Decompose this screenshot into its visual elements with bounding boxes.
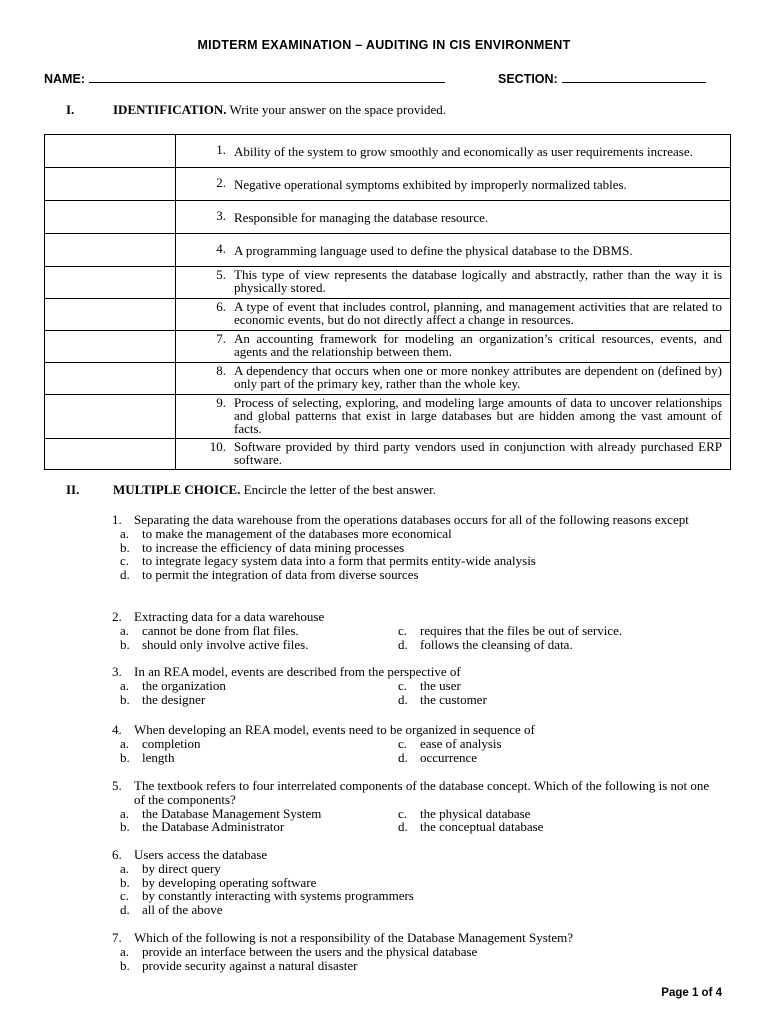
table-row	[45, 395, 731, 439]
option-letter: b.	[120, 874, 130, 890]
question-text: Which of the following is not a responsibility of the Database Management System?	[134, 930, 574, 945]
question-cell	[176, 267, 731, 299]
answer-option[interactable]	[390, 751, 477, 765]
answer-option[interactable]	[112, 945, 722, 959]
answer-cell[interactable]	[45, 234, 176, 267]
option-text: provide security against a natural disaster	[142, 957, 358, 973]
answer-option[interactable]	[112, 624, 390, 638]
option-text: the organization	[142, 677, 226, 693]
part2-heading	[66, 482, 436, 498]
item-number: 2.	[216, 175, 226, 190]
option-text: requires that the files be out of service.	[420, 622, 623, 638]
question-cell	[176, 135, 731, 168]
table-row	[45, 331, 731, 363]
option-text: cannot be done from flat files.	[142, 622, 299, 638]
part2-number: II.	[66, 482, 80, 497]
identification-table	[44, 134, 731, 470]
option-text: provide an interface between the users and the physical database	[142, 943, 478, 959]
option-letter: c.	[120, 888, 130, 904]
option-text: all of the above	[142, 902, 223, 918]
option-letter: d.	[120, 567, 130, 583]
option-text: completion	[142, 735, 201, 751]
answer-cell[interactable]	[45, 299, 176, 331]
option-letter: d.	[398, 636, 408, 652]
mc-question	[112, 513, 722, 582]
option-text: by developing operating software	[142, 874, 317, 890]
answer-option[interactable]	[112, 889, 722, 903]
question-number: 5.	[112, 778, 122, 793]
item-text: Responsible for managing the database resource.	[234, 209, 489, 225]
option-text: follows the cleansing of data.	[420, 636, 573, 652]
option-letter: a.	[120, 735, 130, 751]
question-number: 3.	[112, 664, 122, 679]
option-letter: d.	[398, 691, 408, 707]
option-text: the user	[420, 677, 461, 693]
name-row	[44, 70, 445, 86]
mc-question	[112, 723, 722, 764]
option-text: the conceptual database	[420, 819, 544, 835]
table-row	[45, 168, 731, 201]
question-text: Separating the data warehouse from the operations databases occurs for all of the following reasons except	[134, 512, 689, 527]
item-text: A dependency that occurs when one or more nonkey attributes are dependent on (defined by) only part of the primary key, rather than the whole key.	[234, 363, 722, 391]
option-text: by constantly interacting with systems programmers	[142, 888, 414, 904]
question-number: 1.	[112, 512, 122, 527]
mc-question	[112, 665, 722, 706]
item-text: Software provided by third party vendors used in conjunction with already purchased ERP software.	[234, 439, 722, 467]
question-number: 2.	[112, 609, 122, 624]
answer-option[interactable]	[112, 679, 390, 693]
item-number: 1.	[216, 142, 226, 157]
answer-cell[interactable]	[45, 331, 176, 363]
question-text: In an REA model, events are described from the perspective of	[134, 664, 461, 679]
option-letter: a.	[120, 943, 130, 959]
item-text: An accounting framework for modeling an organization’s critical resources, events, and agents and the relationship between them.	[234, 331, 722, 359]
option-text: by direct query	[142, 860, 221, 876]
item-text: A programming language used to define the physical database to the DBMS.	[234, 242, 633, 258]
answer-cell[interactable]	[45, 267, 176, 299]
question-cell	[176, 234, 731, 267]
option-letter: a.	[120, 805, 130, 821]
answer-cell[interactable]	[45, 395, 176, 439]
option-letter: b.	[120, 749, 130, 765]
option-text: length	[142, 749, 175, 765]
answer-option[interactable]	[112, 903, 722, 917]
table-row	[45, 135, 731, 168]
item-text: Negative operational symptoms exhibited by improperly normalized tables.	[234, 176, 627, 192]
option-letter: b.	[120, 539, 130, 555]
option-text: should only involve active files.	[142, 636, 309, 652]
option-letter: b.	[120, 957, 130, 973]
item-number: 5.	[216, 267, 226, 282]
option-text: occurrence	[420, 749, 478, 765]
option-letter: c.	[398, 805, 408, 821]
option-letter: d.	[398, 749, 408, 765]
section-row	[498, 70, 706, 86]
name-label: NAME:	[44, 72, 85, 86]
answer-option[interactable]	[112, 693, 390, 707]
option-text: to make the management of the databases more economical	[142, 525, 452, 541]
table-row	[45, 439, 731, 470]
option-letter: a.	[120, 525, 130, 541]
option-text: the designer	[142, 691, 206, 707]
answer-option[interactable]	[112, 959, 722, 973]
option-text: to permit the integration of data from diverse sources	[142, 567, 419, 583]
answer-cell[interactable]	[45, 439, 176, 470]
question-cell	[176, 363, 731, 395]
item-text: This type of view represents the database logically and abstractly, rather than the way it is physically stored.	[234, 267, 722, 295]
table-row	[45, 201, 731, 234]
answer-option[interactable]	[112, 876, 722, 890]
part1-label: IDENTIFICATION.	[113, 102, 227, 117]
section-blank-line[interactable]	[562, 70, 706, 83]
option-letter: a.	[120, 622, 130, 638]
answer-option[interactable]	[112, 541, 722, 555]
item-text: Process of selecting, exploring, and modeling large amounts of data to uncover relationships and global patterns that exist in large databases but are hidden among the vast amount of facts.	[234, 395, 722, 436]
option-letter: c.	[120, 553, 130, 569]
table-row	[45, 299, 731, 331]
option-letter: b.	[120, 819, 130, 835]
question-cell	[176, 395, 731, 439]
option-letter: d.	[398, 819, 408, 835]
table-row	[45, 234, 731, 267]
mc-question	[112, 931, 722, 972]
option-letter: d.	[120, 902, 130, 918]
option-text: the Database Administrator	[142, 819, 285, 835]
answer-option[interactable]	[112, 820, 390, 834]
item-text: Ability of the system to grow smoothly and economically as user requirements increase.	[234, 143, 693, 159]
option-letter: c.	[398, 677, 408, 693]
page-number: Page 1 of 4	[661, 987, 722, 999]
option-text: the physical database	[420, 805, 531, 821]
answer-cell[interactable]	[45, 201, 176, 234]
answer-option[interactable]	[112, 638, 390, 652]
answer-option[interactable]	[112, 527, 722, 541]
answer-option[interactable]	[112, 568, 722, 582]
option-letter: b.	[120, 691, 130, 707]
option-letter: c.	[398, 735, 408, 751]
part1-instruction: Write your answer on the space provided.	[229, 102, 446, 117]
option-letter: c.	[398, 622, 408, 638]
name-blank-line[interactable]	[89, 70, 445, 83]
question-number: 6.	[112, 847, 122, 862]
part2-instruction: Encircle the letter of the best answer.	[243, 482, 437, 497]
question-text: When developing an REA model, events need to be organized in sequence of	[134, 722, 535, 737]
question-cell	[176, 168, 731, 201]
section-label: SECTION:	[498, 72, 558, 86]
item-number: 6.	[216, 299, 226, 314]
answer-cell[interactable]	[45, 135, 176, 168]
exam-title: MIDTERM EXAMINATION – AUDITING IN CIS ENVIRONMENT	[197, 38, 571, 52]
item-number: 7.	[216, 331, 226, 346]
question-number: 7.	[112, 930, 122, 945]
question-text: Users access the database	[134, 847, 268, 862]
option-text: ease of analysis	[420, 735, 502, 751]
answer-option[interactable]	[112, 862, 722, 876]
option-text: to increase the efficiency of data mining processes	[142, 539, 405, 555]
answer-option[interactable]	[112, 751, 390, 765]
part1-heading	[66, 102, 446, 118]
option-text: to integrate legacy system data into a form that permits entity-wide analysis	[142, 553, 536, 569]
question-cell	[176, 299, 731, 331]
item-number: 4.	[216, 241, 226, 256]
answer-option[interactable]	[390, 638, 573, 652]
item-number: 8.	[216, 363, 226, 378]
answer-option[interactable]	[112, 737, 390, 751]
question-text: Extracting data for a data warehouse	[134, 609, 325, 624]
option-letter: a.	[120, 677, 130, 693]
answer-option[interactable]	[390, 737, 502, 751]
answer-option[interactable]	[390, 693, 487, 707]
part2-label: MULTIPLE CHOICE.	[113, 482, 241, 497]
mc-question	[112, 848, 722, 917]
answer-cell[interactable]	[45, 363, 176, 395]
item-number: 10.	[209, 439, 226, 454]
answer-option[interactable]	[112, 807, 390, 821]
table-row	[45, 363, 731, 395]
question-number: 4.	[112, 722, 122, 737]
answer-option[interactable]	[112, 554, 722, 568]
option-letter: b.	[120, 636, 130, 652]
question-text: The textbook refers to four interrelated components of the database concept. Which of the following is not one of the components?	[134, 778, 710, 807]
item-number: 3.	[216, 208, 226, 223]
option-text: the Database Management System	[142, 805, 322, 821]
item-number: 9.	[216, 395, 226, 410]
part1-number: I.	[66, 102, 75, 117]
answer-cell[interactable]	[45, 168, 176, 201]
mc-question	[112, 779, 722, 834]
answer-option[interactable]	[390, 679, 461, 693]
question-cell	[176, 439, 731, 470]
question-cell	[176, 331, 731, 363]
table-row	[45, 267, 731, 299]
item-text: A type of event that includes control, planning, and management activities that are related to economic events, but do not directly affect a change in resources.	[234, 299, 722, 327]
answer-option[interactable]	[390, 807, 530, 821]
answer-option[interactable]	[390, 820, 543, 834]
mc-question	[112, 610, 722, 651]
answer-option[interactable]	[390, 624, 622, 638]
option-text: the customer	[420, 691, 487, 707]
question-cell	[176, 201, 731, 234]
option-letter: a.	[120, 860, 130, 876]
